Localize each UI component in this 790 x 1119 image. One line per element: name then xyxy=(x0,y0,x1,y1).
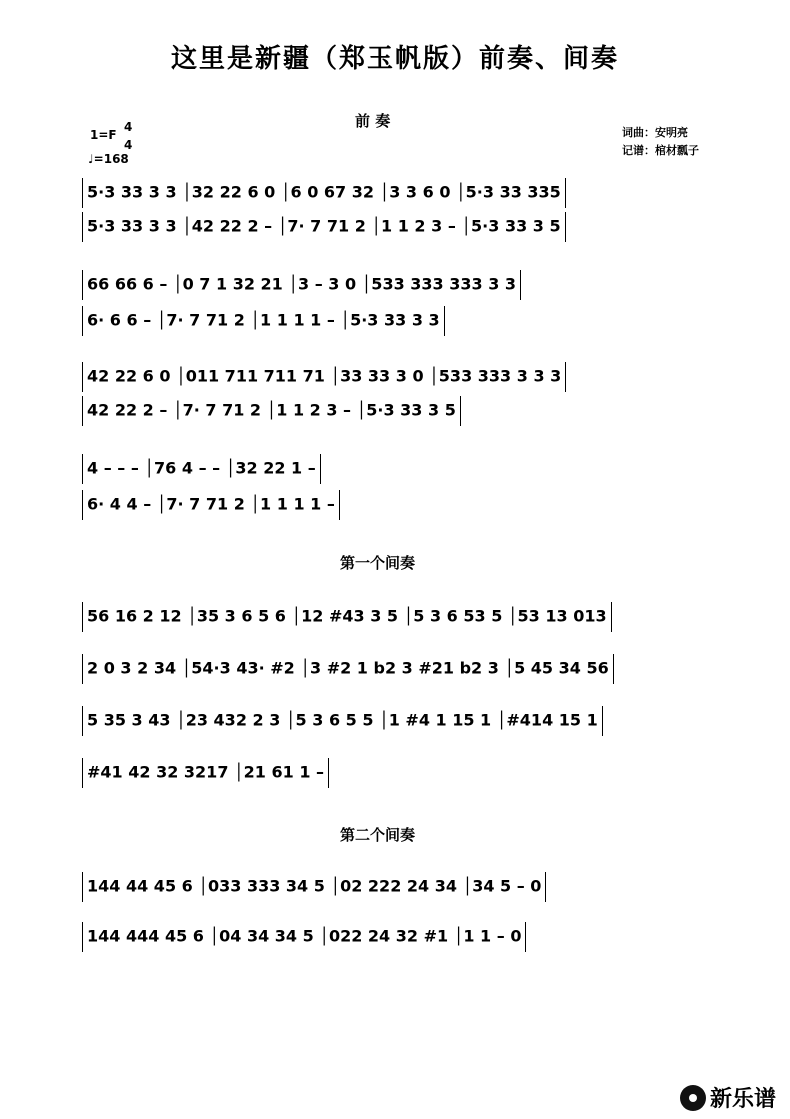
barline xyxy=(82,758,83,788)
barline xyxy=(328,758,329,788)
score-line xyxy=(78,362,570,392)
tempo-marking: ♩=168 xyxy=(88,152,129,166)
notation-text: 66 66 6 – │0 7 1 32 21 │3 – 3 0 │533 333 333 3 3 xyxy=(87,274,517,294)
barline xyxy=(545,872,546,902)
barline xyxy=(82,454,83,484)
page-title: 这里是新疆（郑玉帆版）前奏、间奏 xyxy=(170,44,619,74)
barline xyxy=(82,706,83,736)
notation-text: 144 44 45 6 │033 333 34 5 │02 222 24 34 │34 5 – 0 xyxy=(87,876,542,896)
barline xyxy=(444,306,445,336)
notation-text: 42 22 2 – │7· 7 71 2 │1 1 2 3 – │5·3 33 3 5 xyxy=(87,400,456,420)
key-signature: 1=F xyxy=(90,128,117,142)
barline xyxy=(82,654,83,684)
time-signature-top: 4 xyxy=(124,120,133,134)
barline xyxy=(82,922,83,952)
score-line xyxy=(78,454,325,484)
score-line xyxy=(78,212,570,242)
notation-text: 6· 6 6 – │7· 7 71 2 │1 1 1 1 – │5·3 33 3 3 xyxy=(87,310,440,330)
barline xyxy=(565,362,566,392)
prelude-heading: 前 奏 xyxy=(355,112,391,130)
site-logo xyxy=(680,1082,776,1113)
interlude1-heading: 第一个间奏 xyxy=(340,554,416,572)
barline xyxy=(82,490,83,520)
barline xyxy=(82,362,83,392)
barline xyxy=(565,212,566,242)
score-line xyxy=(78,602,616,632)
barline xyxy=(82,212,83,242)
barline xyxy=(611,602,612,632)
notation-text: 2 0 3 2 34 │54·3 43· #2 │3 #2 1 b2 3 #21 b2 3 │5 45 34 56 xyxy=(87,658,609,678)
notation-text: 144 444 45 6 │04 34 34 5 │022 24 32 #1 │1 1 – 0 xyxy=(87,926,522,946)
barline xyxy=(82,602,83,632)
score-line xyxy=(78,922,530,952)
barline xyxy=(460,396,461,426)
notation-text: 4 – – – │76 4 – – │32 22 1 – xyxy=(87,458,316,478)
barline xyxy=(613,654,614,684)
notation-text: 6· 4 4 – │7· 7 71 2 │1 1 1 1 – xyxy=(87,494,335,514)
score-line xyxy=(78,490,344,520)
notation-text: 56 16 2 12 │35 3 6 5 6 │12 #43 3 5 │5 3 6 53 5 │53 13 013 xyxy=(87,606,607,626)
composer-credit: 词曲：安明亮 xyxy=(622,126,688,139)
notation-text: 5·3 33 3 3 │42 22 2 – │7· 7 71 2 │1 1 2 3 – │5·3 33 3 5 xyxy=(87,216,561,236)
barline xyxy=(82,178,83,208)
score-line xyxy=(78,872,550,902)
notation-text: 42 22 6 0 │011 711 711 71 │33 33 3 0 │533 333 3 3 3 xyxy=(87,366,562,386)
notation-text: #41 42 32 3217 │21 61 1 – xyxy=(87,762,325,782)
logo-text: 新乐谱 xyxy=(709,1087,776,1112)
score-line xyxy=(78,306,449,336)
barline xyxy=(602,706,603,736)
interlude2-heading: 第二个间奏 xyxy=(340,826,416,844)
barline xyxy=(520,270,521,300)
score-line xyxy=(78,270,525,300)
barline xyxy=(565,178,566,208)
score-line xyxy=(78,758,333,788)
barline xyxy=(320,454,321,484)
score-line xyxy=(78,396,465,426)
score-line xyxy=(78,706,607,736)
barline xyxy=(339,490,340,520)
barline xyxy=(82,270,83,300)
transcriber-credit: 记谱：棺材瓢子 xyxy=(622,144,699,157)
barline xyxy=(82,396,83,426)
notation-text: 5·3 33 3 3 │32 22 6 0 │6 0 67 32 │3 3 6 0 │5·3 33 335 xyxy=(87,182,561,202)
score-line xyxy=(78,654,618,684)
barline xyxy=(525,922,526,952)
notation-text: 5 35 3 43 │23 432 2 3 │5 3 6 5 5 │1 #4 1 15 1 │#414 15 1 xyxy=(87,710,598,730)
time-signature-bottom: 4 xyxy=(124,138,133,152)
barline xyxy=(82,306,83,336)
barline xyxy=(82,872,83,902)
score-line xyxy=(78,178,570,208)
record-icon xyxy=(680,1085,706,1111)
